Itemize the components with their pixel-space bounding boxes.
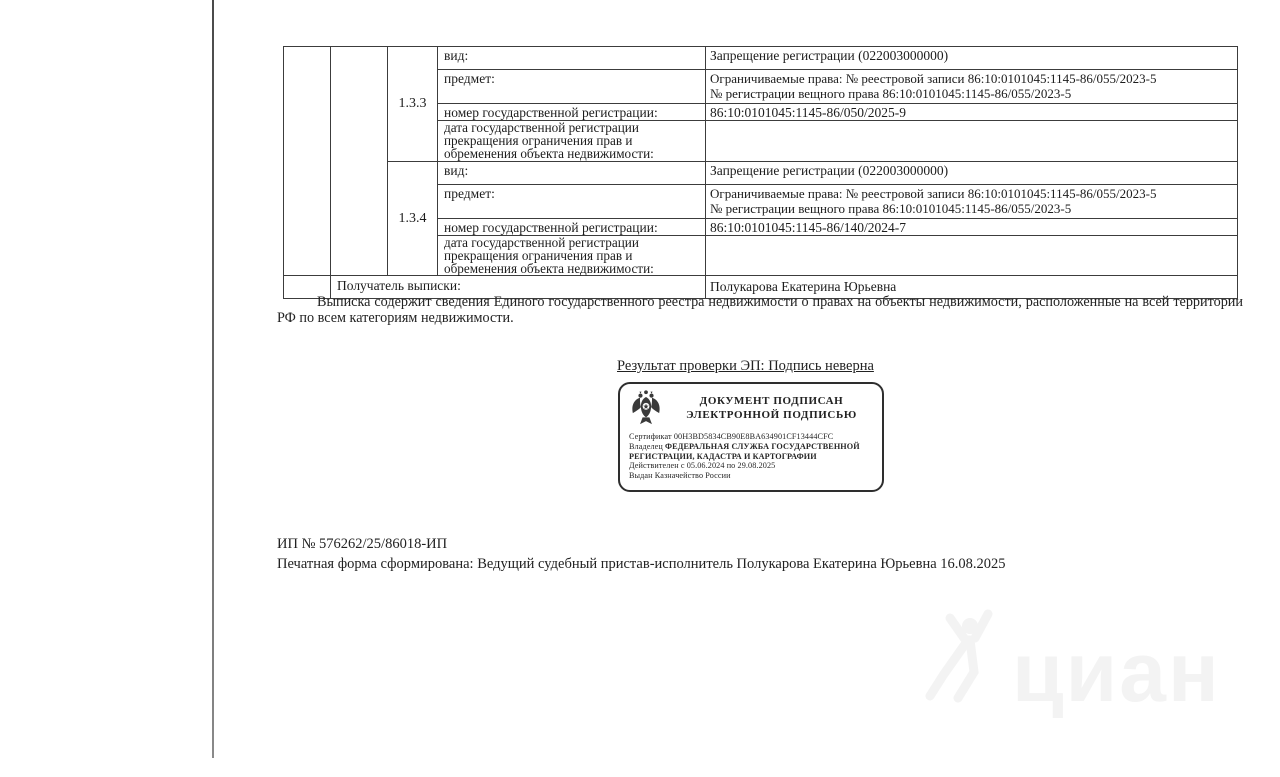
stamp-details xyxy=(627,430,875,481)
empty-cell xyxy=(284,47,331,276)
field-value-line: № регистрации вещного права 86:10:0101045:1145-86/055/2023-5 xyxy=(710,200,1072,216)
recipient-value: Полукарова Екатерина Юрьевна xyxy=(706,276,1238,299)
field-value: Запрещение регистрации (022003000000) xyxy=(706,47,1238,70)
owner-line xyxy=(629,442,875,462)
field-value xyxy=(706,235,1238,276)
certificate-label: Сертификат xyxy=(629,432,672,441)
cian-watermark-text: циан xyxy=(1012,625,1221,719)
field-label: вид: xyxy=(438,161,706,184)
field-value xyxy=(706,121,1238,162)
stamp-header xyxy=(627,387,875,430)
empty-cell xyxy=(331,47,388,276)
owner-label: Владелец xyxy=(629,441,663,451)
stamp-title-line2: ЭЛЕКТРОННОЙ ПОДПИСЬЮ xyxy=(686,409,857,421)
recipient-label: Получатель выписки: xyxy=(331,276,706,299)
row-number: 1.3.3 xyxy=(388,47,438,162)
field-value xyxy=(706,184,1238,218)
coat-of-arms-icon xyxy=(629,388,663,428)
owner-value: ФЕДЕРАЛЬНАЯ СЛУЖБА ГОСУДАРСТВЕННОЙ РЕГИСТРАЦИИ, КАДАСТРА И КАРТОГРАФИИ xyxy=(629,441,860,461)
field-label: предмет: xyxy=(438,70,706,104)
print-form-info: Печатная форма сформирована: Ведущий судебный пристав-исполнитель Полукарова Екатерина Юрьевна 16.08.2025 xyxy=(277,556,1006,572)
field-label: дата государственной регистрации прекращения ограничения прав и обременения объекта недвижимости: xyxy=(438,235,706,276)
stamp-title xyxy=(670,394,873,422)
electronic-signature-stamp xyxy=(618,382,884,492)
field-value xyxy=(706,70,1238,104)
field-value-line: Ограничиваемые права: № реестровой записи 86:10:0101045:1145-86/055/2023-5 xyxy=(710,71,1157,86)
extract-note: Выписка содержит сведения Единого государственного реестра недвижимости о правах на объекты недвижимости, расположенные на всей территории РФ по всем категориям недвижимости. xyxy=(277,294,1243,326)
scan-fold-line xyxy=(212,0,214,758)
field-label: вид: xyxy=(438,47,706,70)
field-label: номер государственной регистрации: xyxy=(438,218,706,235)
field-label: дата государственной регистрации прекращения ограничения прав и обременения объекта недвижимости: xyxy=(438,121,706,162)
row-number: 1.3.4 xyxy=(388,161,438,276)
registration-table xyxy=(283,46,1238,299)
issuer-line: Выдан Казначейство России xyxy=(629,471,731,481)
field-value: Запрещение регистрации (022003000000) xyxy=(706,161,1238,184)
validity-line: Действителен с 05.06.2024 по 29.08.2025 xyxy=(629,461,776,471)
certificate-line xyxy=(629,432,875,442)
field-label: предмет: xyxy=(438,184,706,218)
field-label: номер государственной регистрации: xyxy=(438,104,706,121)
certificate-value: 00H3BD5834CB90E8BA634901CF13444CFC xyxy=(673,432,834,441)
field-value-line: № регистрации вещного права 86:10:0101045:1145-86/055/2023-5 xyxy=(710,86,1072,101)
stamp-title-line1: ДОКУМЕНТ ПОДПИСАН xyxy=(699,395,844,407)
field-value-line: Ограничиваемые права: № реестровой записи 86:10:0101045:1145-86/055/2023-5 xyxy=(710,185,1157,201)
field-value: 86:10:0101045:1145-86/140/2024-7 xyxy=(706,218,1238,235)
table-row xyxy=(284,161,1238,184)
table-row xyxy=(284,47,1238,70)
cian-watermark xyxy=(920,608,1221,719)
signature-check-result: Результат проверки ЭП: Подпись неверна xyxy=(617,358,874,374)
enforcement-case-number: ИП № 576262/25/86018-ИП xyxy=(277,536,448,552)
cian-person-icon xyxy=(920,608,1008,708)
field-value: 86:10:0101045:1145-86/050/2025-9 xyxy=(706,104,1238,121)
